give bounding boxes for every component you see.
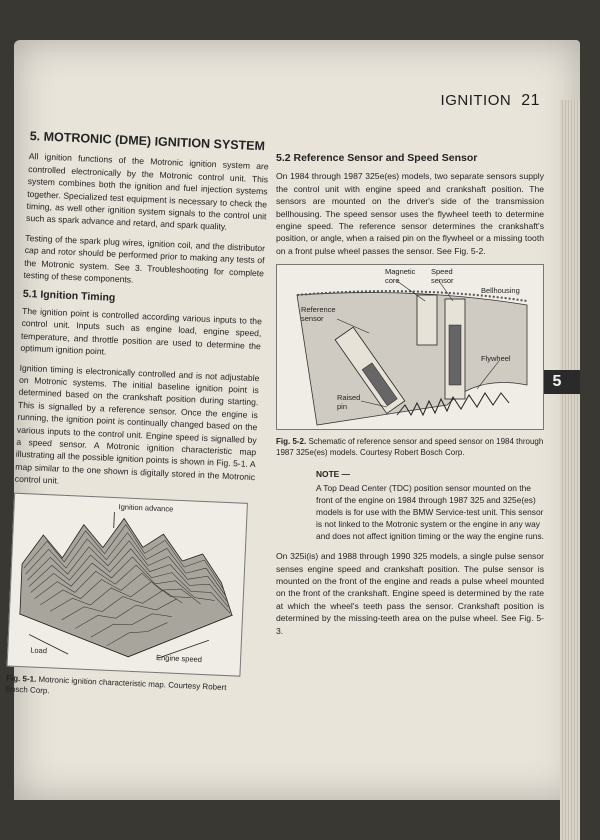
right-column <box>276 152 544 644</box>
page-number: 21 <box>521 92 540 109</box>
caption-number: Fig. 5-1. <box>5 673 37 684</box>
subsection-heading: 5.2 Reference Sensor and Speed Sensor <box>276 152 478 164</box>
caption-text: Motronic ignition characteristic map. Courtesy Robert Bosch Corp. <box>5 674 227 695</box>
left-column <box>5 130 269 704</box>
book-page <box>5 40 580 800</box>
running-head <box>441 92 540 110</box>
figure-5-2 <box>276 264 544 430</box>
label-load: Load <box>30 645 48 655</box>
label-flywheel: Flywheel <box>481 354 511 364</box>
section-heading: 5. MOTRONIC (DME) IGNITION SYSTEM <box>29 129 266 154</box>
page-edges <box>560 100 580 840</box>
caption-text: Schematic of reference sensor and speed sensor on 1984 through 1987 325e(es) models. Courtesy Robert Bosch Corp. <box>276 437 544 458</box>
figure-5-2-caption <box>276 436 544 458</box>
label-ignition-advance: Ignition advance <box>118 501 174 514</box>
paragraph: On 325i(is) and 1988 through 1990 325 models, a single pulse sensor senses engine speed and crankshaft position. The pulse sensor is mounted on the front of the engine and reads a pulse wheel mounted on the front of the crankshaft. Engine speed is determined by the rate at which the wheel's teeth pass the sensor. Crankshaft position is determined by the missing-teeth area on the pulse wheel. See Fig. 5-3. <box>276 551 544 636</box>
subsection-heading: 5.1 Ignition Timing <box>22 288 116 305</box>
caption-number: Fig. 5-2. <box>276 437 307 447</box>
paragraph: The ignition point is controlled according various inputs to the control unit. Inputs such as engine load, engine speed, temperature, and throttle position are used to determine the optimum ignition point. <box>20 305 263 357</box>
label-engine-speed: Engine speed <box>155 652 203 664</box>
paragraph: All ignition functions of the Motronic ignition system are controlled electronically by the Motronic control unit. This system combines both the ignition and fuel injection systems together. Specialized test equipment is necessary to check the timing, as well other ignition system signals to the control unit such as spark advance and retard, and spark quality. <box>25 151 269 233</box>
label-magnetic-core: Magnetic core <box>385 267 416 286</box>
paragraph: Ignition timing is electronically controlled and is not adjustable on Motronic systems. The initial baseline ignition point is determined based on the crankshaft position during starting. This is signalled by a reference sensor. Once the engine is running, the ignition point is continually changed based on the various inputs to the control unit. Engine speed is signalled by a speed sensor. A Motronic ignition characteristic map illustrating all the possible ignition points is shown in Fig. 5-1. A map similar to the one shown is digitally stored in the Motronic control unit. <box>14 362 260 486</box>
paragraph: Testing of the spark plug wires, ignition coil, and the distributor cap and rotor should be performed prior to making any tests of the Motronic system. See 3. Troubleshooting for complete testing of these components. <box>23 232 266 285</box>
note-title: NOTE — <box>316 469 350 480</box>
section-title: IGNITION <box>440 92 512 109</box>
figure-5-1 <box>7 492 248 676</box>
paragraph: On 1984 through 1987 325e(es) models, two separate sensors supply the control unit with engine speed and crankshaft position. The sensors are mounted on the driver's side of the transmission bellhousing. The speed sensor uses the flywheel teeth to determine engine speed. The reference sensor determines the crankshaft's position, or angle, when a raised pin on the flywheel or a missing tooth on a front pulse wheel passes the sensor. See Fig. 5-2. <box>276 171 544 256</box>
label-speed-sensor: Speed sensor <box>431 267 454 286</box>
label-bellhousing: Bellhousing <box>481 286 520 296</box>
chapter-tab: 5 <box>534 370 580 394</box>
label-reference-sensor: Reference sensor <box>301 305 336 324</box>
note-box <box>316 468 544 542</box>
note-text: A Top Dead Center (TDC) position sensor mounted on the front of the engine on 1984 through 1987 325 and 325e(es) models is for use with the BMW Service-test unit. This sensor is not linked to the Motronic system or the engine in any way and does not affect ignition timing or the way the engine runs. <box>316 483 544 542</box>
figure-5-1-caption <box>5 672 246 704</box>
label-raised-pin: Raised pin <box>337 393 361 412</box>
